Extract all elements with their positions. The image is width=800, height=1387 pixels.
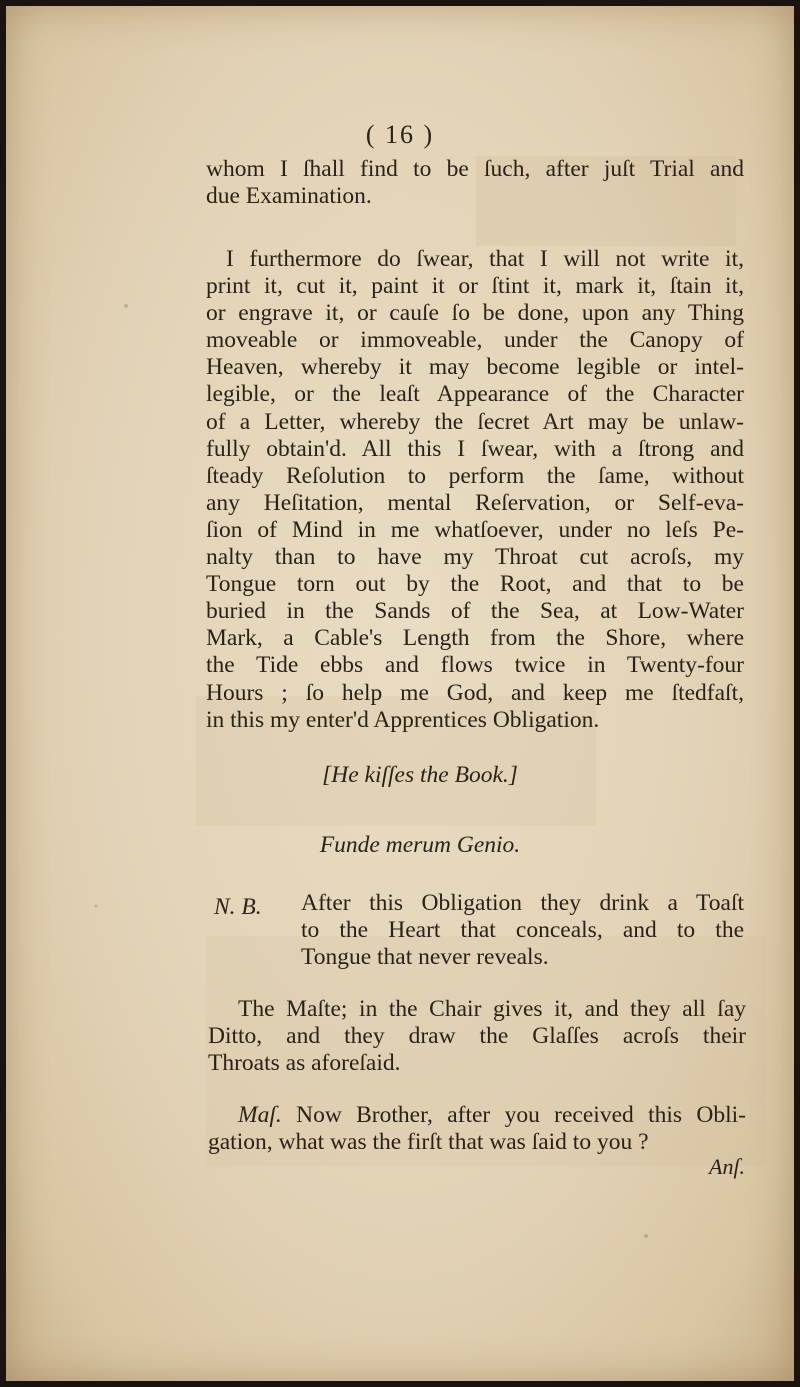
text-line: Throats as aforeſaid. (208, 1050, 401, 1076)
text-line: due Examination. (206, 183, 372, 209)
text-line (208, 1102, 746, 1129)
motto: Funde merum Genio. (319, 832, 521, 858)
text-line: in this my enter'd Apprentices Obligation. (206, 706, 600, 733)
text-line: The Maſte; in the Chair gives it, and they all ſay (238, 996, 746, 1022)
page-sheet (6, 6, 794, 1381)
stage-direction: [He kiſſes the Book.] (322, 762, 518, 788)
text-line: Heaven, whereby it may become legible or intel- (206, 354, 744, 381)
text-line: After this Obligation they drink a Toaſt (301, 890, 744, 916)
paragraph-3 (208, 996, 746, 1077)
text-line: ſteady Reſolution to perform the ſame, without (206, 462, 744, 489)
text-line: nalty than to have my Throat cut acroſs, my (206, 544, 744, 571)
paragraph-1 (206, 156, 744, 210)
text-line: the Tide ebbs and flows twice in Twenty-four (206, 652, 744, 679)
page-number: ( 16 ) (365, 120, 435, 149)
nb-label: N. B. (214, 894, 262, 920)
paragraph-4 (208, 1102, 746, 1156)
text-line: whom I ſhall find to be ſuch, after juſt Trial and (206, 156, 744, 182)
speaker-text: Now Brother, after you received this Obli- (296, 1102, 747, 1128)
text-line: Tongue that never reveals. (301, 944, 549, 970)
text-line: moveable or immoveable, under the Canopy of (206, 327, 744, 354)
nb-note (301, 890, 744, 971)
text-line: Tongue torn out by the Root, and that to be (206, 571, 744, 598)
speaker-label: Maſ. (238, 1102, 282, 1128)
text-line: buried in the Sands of the Sea, at Low-Water (206, 598, 744, 625)
paragraph-2 (206, 246, 744, 734)
text-line: any Heſitation, mental Reſervation, or Self-eva- (206, 489, 744, 516)
text-line: print it, cut it, paint it or ſtint it, mark it, ſtain it, (206, 273, 744, 300)
text-line: gation, what was the firſt that was ſaid to you ? (208, 1129, 649, 1155)
text-line: Ditto, and they draw the Glaſſes acroſs their (208, 1023, 746, 1049)
text-line: Hours ; ſo help me God, and keep me ſtedfaſt, (206, 679, 744, 706)
text-line: fully obtain'd. All this I ſwear, with a ſtrong and (206, 435, 744, 462)
text-line: Mark, a Cable's Length from the Shore, where (206, 625, 744, 652)
text-line: of a Letter, whereby the ſecret Art may be unlaw- (206, 408, 744, 435)
text-line: to the Heart that conceals, and to the (301, 917, 744, 943)
catchword: Anſ. (709, 1154, 746, 1179)
text-line: ſion of Mind in me whatſoever, under no leſs Pe- (206, 516, 744, 543)
text-line: legible, or the leaſt Appearance of the Character (206, 381, 744, 408)
text-line: or engrave it, or cauſe ſo be done, upon any Thing (206, 300, 744, 327)
text-line: I furthermore do ſwear, that I will not write it, (226, 246, 744, 272)
